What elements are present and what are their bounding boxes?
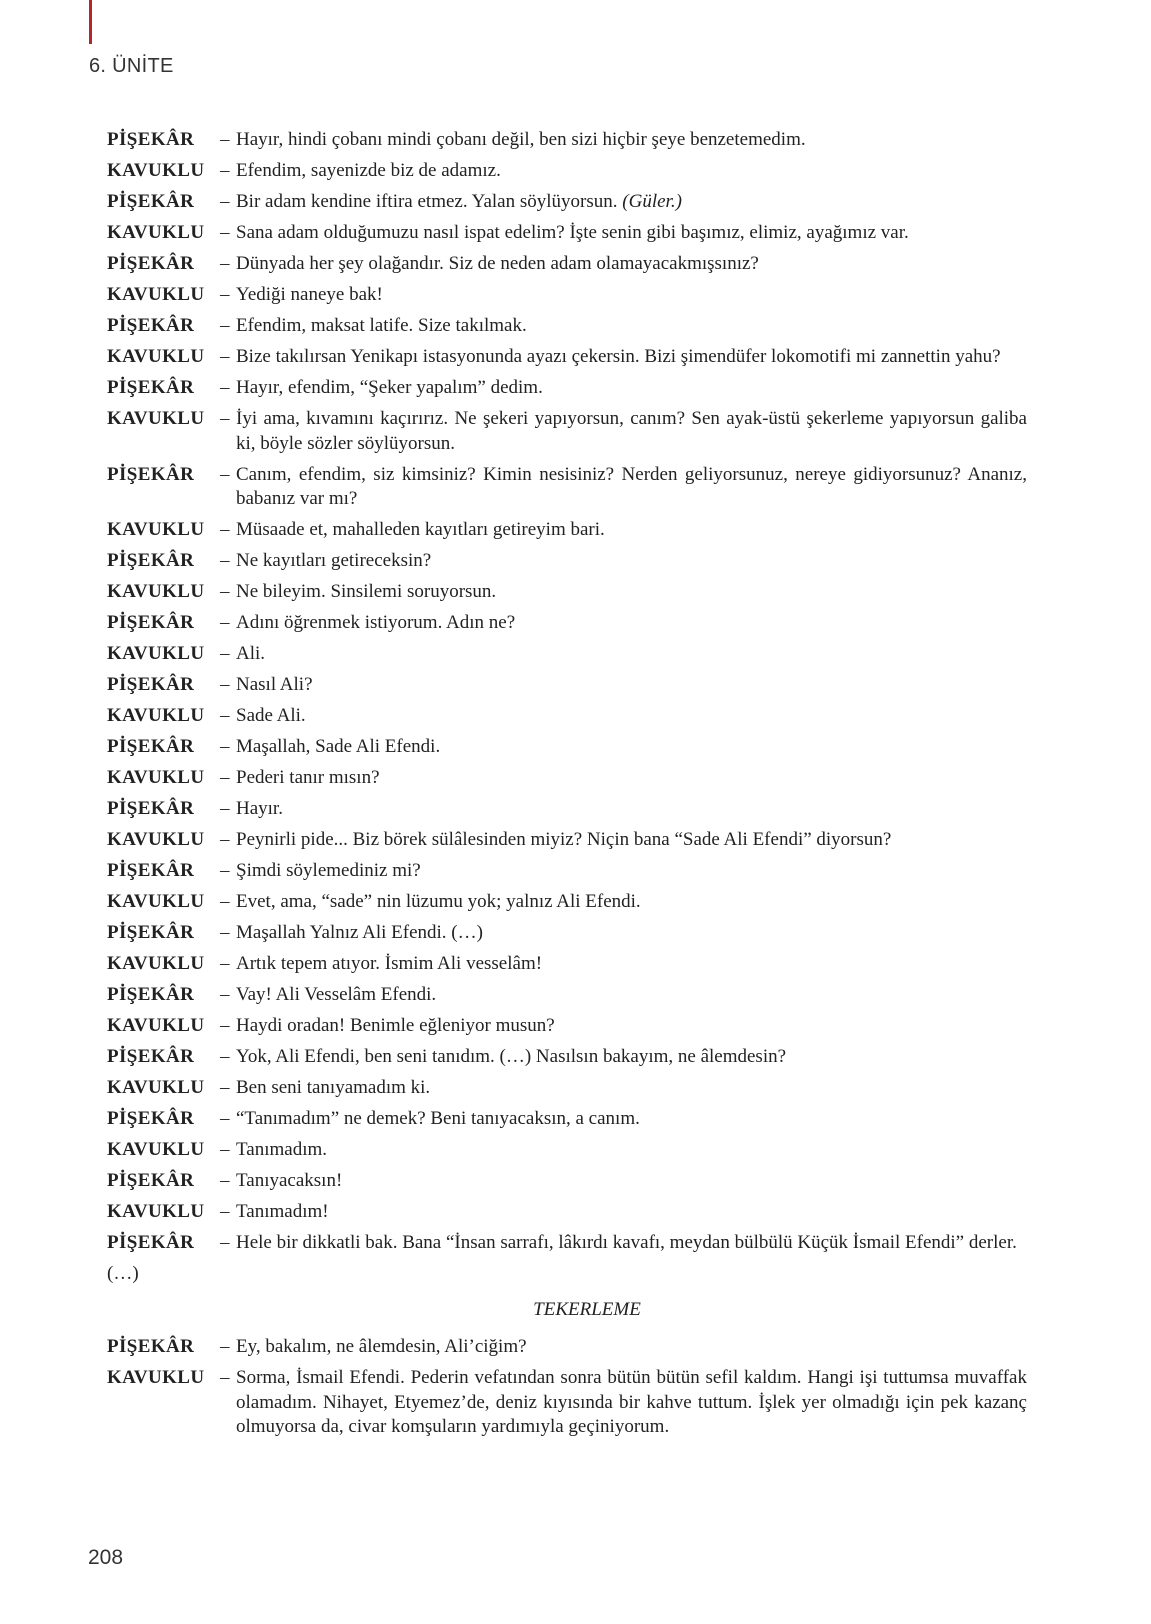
dialogue-line [107, 704, 1027, 729]
dialogue-line [107, 549, 1027, 574]
dialogue-line [107, 159, 1027, 184]
speaker-name: KAVUKLU [107, 643, 205, 664]
unit-title: 6. ÜNİTE [89, 55, 174, 77]
line-text: Ne bileyim. Sinsilemi soruyorsun. [236, 581, 497, 602]
dash-marker: – [220, 377, 230, 398]
line-text-wrap [236, 376, 1027, 401]
line-text-wrap [236, 1231, 1027, 1256]
line-text: Adını öğrenmek istiyorum. Adın ne? [236, 612, 516, 633]
page-number: 208 [88, 1546, 124, 1569]
dialogue-section [107, 128, 1027, 1446]
dash-marker: – [220, 1015, 230, 1036]
speaker-name: PİŞEKÂR [107, 1336, 195, 1357]
speaker-name: KAVUKLU [107, 519, 205, 540]
line-text: Yok, Ali Efendi, ben seni tanıdım. (…) Nasılsın bakayım, ne âlemdesin? [236, 1046, 787, 1067]
line-text: Tanımadım! [236, 1201, 329, 1222]
line-text-wrap [236, 611, 1027, 636]
dash-marker: – [220, 922, 230, 943]
line-text: Sade Ali. [236, 705, 306, 726]
dialogue-line [107, 828, 1027, 853]
dash-marker: – [220, 315, 230, 336]
dialogue-line [107, 797, 1027, 822]
speaker-name: PİŞEKÂR [107, 736, 195, 757]
line-text: Evet, ama, “sade” nin lüzumu yok; yalnız Ali Efendi. [236, 891, 641, 912]
dialogue-line [107, 252, 1027, 277]
line-text-wrap [236, 1200, 1027, 1225]
line-text: Haydi oradan! Benimle eğleniyor musun? [236, 1015, 555, 1036]
dialogue-line [107, 1366, 1027, 1440]
line-text-wrap [236, 859, 1027, 884]
dash-marker: – [220, 191, 230, 212]
speaker-name: PİŞEKÂR [107, 377, 195, 398]
dash-marker: – [220, 798, 230, 819]
line-text-wrap [236, 1335, 1027, 1360]
speaker-name: KAVUKLU [107, 767, 205, 788]
dialogue-line [107, 890, 1027, 915]
dash-marker: – [220, 860, 230, 881]
speaker-name: PİŞEKÂR [107, 1232, 195, 1253]
dash-marker: – [220, 829, 230, 850]
dash-marker: – [220, 984, 230, 1005]
speaker-name: KAVUKLU [107, 829, 205, 850]
line-text-wrap [236, 1014, 1027, 1039]
line-text-wrap [236, 952, 1027, 977]
line-text: Bir adam kendine iftira etmez. Yalan söylüyorsun. [236, 191, 618, 212]
line-text: Hayır, hindi çobanı mindi çobanı değil, ben sizi hiçbir şeye benzetemedim. [236, 129, 806, 150]
dialogue-line [107, 407, 1027, 456]
dash-marker: – [220, 550, 230, 571]
line-text: Hele bir dikkatli bak. Bana “İnsan sarrafı, lâkırdı kavafı, meydan bülbülü Küçük İsmail Efendi” derler. [236, 1232, 1017, 1253]
dialogue-line [107, 518, 1027, 543]
line-text-wrap [236, 673, 1027, 698]
line-text: Efendim, sayenizde biz de adamız. [236, 160, 501, 181]
dash-marker: – [220, 1170, 230, 1191]
dialogue-block-1 [107, 128, 1027, 1256]
speaker-name: PİŞEKÂR [107, 315, 195, 336]
dash-marker: – [220, 1077, 230, 1098]
line-text-wrap [236, 1107, 1027, 1132]
line-text: Müsaade et, mahalleden kayıtları getireyim bari. [236, 519, 605, 540]
dash-marker: – [220, 160, 230, 181]
dialogue-line [107, 766, 1027, 791]
speaker-name: KAVUKLU [107, 581, 205, 602]
speaker-name: PİŞEKÂR [107, 674, 195, 695]
dialogue-line [107, 1107, 1027, 1132]
line-text: Ne kayıtları getireceksin? [236, 550, 432, 571]
dialogue-line [107, 1014, 1027, 1039]
dash-marker: – [220, 1336, 230, 1357]
speaker-name: KAVUKLU [107, 705, 205, 726]
dash-marker: – [220, 253, 230, 274]
dialogue-line [107, 673, 1027, 698]
dialogue-line [107, 345, 1027, 370]
dash-marker: – [220, 612, 230, 633]
line-text-wrap [236, 766, 1027, 791]
line-text-wrap [236, 283, 1027, 308]
dialogue-line [107, 128, 1027, 153]
line-text: Vay! Ali Vesselâm Efendi. [236, 984, 437, 1005]
speaker-name: KAVUKLU [107, 1015, 205, 1036]
line-text: Ali. [236, 643, 266, 664]
dash-marker: – [220, 581, 230, 602]
dash-marker: – [220, 129, 230, 150]
speaker-name: KAVUKLU [107, 1077, 205, 1098]
line-text-wrap [236, 1045, 1027, 1070]
dialogue-line [107, 859, 1027, 884]
dialogue-line [107, 221, 1027, 246]
line-text: “Tanımadım” ne demek? Beni tanıyacaksın, a canım. [236, 1108, 640, 1129]
speaker-name: KAVUKLU [107, 222, 205, 243]
dialogue-line [107, 1231, 1027, 1256]
dialogue-line [107, 1335, 1027, 1360]
speaker-name: KAVUKLU [107, 346, 205, 367]
dialogue-line [107, 983, 1027, 1008]
dialogue-line [107, 463, 1027, 512]
line-text: Sorma, İsmail Efendi. Pederin vefatından sonra bütün bütün sefil kaldım. Hangi işi tuttumsa muvaffak olamadım. Nihayet, Etyemez’de, deniz kıyısında bir kahve tuttum. İşlek yer olmadığı için pek kazanç olmuyorsa da, civar komşuların yardımıyla geçiniyorum. [236, 1367, 1027, 1437]
speaker-name: KAVUKLU [107, 160, 205, 181]
dash-marker: – [220, 1108, 230, 1129]
line-text-wrap [236, 704, 1027, 729]
speaker-name: PİŞEKÂR [107, 984, 195, 1005]
line-text: Dünyada her şey olağandır. Siz de neden adam olamayacakmışsınız? [236, 253, 759, 274]
line-text-wrap [236, 1366, 1027, 1440]
speaker-name: KAVUKLU [107, 891, 205, 912]
line-text: Sana adam olduğumuzu nasıl ispat edelim? İşte senin gibi başımız, elimiz, ayağımız var. [236, 222, 909, 243]
line-text-wrap [236, 890, 1027, 915]
line-text: Efendim, maksat latife. Size takılmak. [236, 315, 527, 336]
line-text-wrap [236, 1138, 1027, 1163]
dash-marker: – [220, 674, 230, 695]
line-text-wrap [236, 797, 1027, 822]
dash-marker: – [220, 736, 230, 757]
speaker-name: KAVUKLU [107, 284, 205, 305]
dash-marker: – [220, 643, 230, 664]
speaker-name: PİŞEKÂR [107, 253, 195, 274]
speaker-name: PİŞEKÂR [107, 798, 195, 819]
line-text-wrap [236, 580, 1027, 605]
line-text: İyi ama, kıvamını kaçırırız. Ne şekeri yapıyorsun, canım? Sen ayak-üstü şekerleme yapıyorsun galiba ki, böyle sözler söylüyorsun. [236, 408, 1027, 454]
dialogue-line [107, 642, 1027, 667]
speaker-name: PİŞEKÂR [107, 191, 195, 212]
dialogue-line [107, 1076, 1027, 1101]
line-text-wrap [236, 518, 1027, 543]
line-text-wrap [236, 921, 1027, 946]
line-text-wrap [236, 407, 1027, 456]
line-text: Tanımadım. [236, 1139, 328, 1160]
speaker-name: KAVUKLU [107, 1139, 205, 1160]
dialogue-line [107, 283, 1027, 308]
dialogue-line [107, 314, 1027, 339]
dialogue-line [107, 1045, 1027, 1070]
dialogue-line [107, 735, 1027, 760]
speaker-name: PİŞEKÂR [107, 1046, 195, 1067]
line-text-wrap [236, 159, 1027, 184]
dialogue-line [107, 1200, 1027, 1225]
dash-marker: – [220, 519, 230, 540]
speaker-name: KAVUKLU [107, 408, 205, 429]
line-text-wrap [236, 983, 1027, 1008]
line-text-wrap [236, 1169, 1027, 1194]
speaker-name: PİŞEKÂR [107, 860, 195, 881]
dash-marker: – [220, 1367, 230, 1388]
dash-marker: – [220, 463, 230, 485]
line-text: Hayır, efendim, “Şeker yapalım” dedim. [236, 377, 543, 398]
dialogue-line [107, 921, 1027, 946]
stage-direction: (Güler.) [622, 191, 682, 212]
dialogue-line [107, 952, 1027, 977]
line-text-wrap [236, 190, 1027, 215]
dialogue-line [107, 1138, 1027, 1163]
header-accent-bar [89, 0, 92, 44]
line-text-wrap [236, 463, 1027, 512]
dialogue-block-2 [107, 1335, 1027, 1440]
line-text: Artık tepem atıyor. İsmim Ali vesselâm! [236, 953, 543, 974]
speaker-name: PİŞEKÂR [107, 1170, 195, 1191]
line-text: Yediği naneye bak! [236, 284, 383, 305]
dash-marker: – [220, 1232, 230, 1253]
line-text: Ben seni tanıyamadım ki. [236, 1077, 431, 1098]
line-text-wrap [236, 1076, 1027, 1101]
dialogue-line [107, 580, 1027, 605]
section-title: TEKERLEME [533, 1298, 641, 1320]
speaker-name: PİŞEKÂR [107, 1108, 195, 1129]
line-text: Nasıl Ali? [236, 674, 313, 695]
speaker-name: KAVUKLU [107, 1201, 205, 1222]
line-text-wrap [236, 314, 1027, 339]
dash-marker: – [220, 1139, 230, 1160]
dialogue-line [107, 611, 1027, 636]
dash-marker: – [220, 1046, 230, 1067]
dash-marker: – [220, 767, 230, 788]
line-text: Tanıyacaksın! [236, 1170, 343, 1191]
speaker-name: PİŞEKÂR [107, 612, 195, 633]
ellipsis-marker: (…) [107, 1263, 139, 1284]
speaker-name: PİŞEKÂR [107, 129, 195, 150]
dash-marker: – [220, 222, 230, 243]
line-text: Ey, bakalım, ne âlemdesin, Ali’ciğim? [236, 1336, 527, 1357]
line-text-wrap [236, 221, 1027, 246]
speaker-name: KAVUKLU [107, 1367, 205, 1388]
dash-marker: – [220, 953, 230, 974]
line-text-wrap [236, 642, 1027, 667]
line-text: Şimdi söylemediniz mi? [236, 860, 421, 881]
line-text-wrap [236, 735, 1027, 760]
line-text: Pederi tanır mısın? [236, 767, 380, 788]
line-text: Bize takılırsan Yenikapı istasyonunda ayazı çekersin. Bizi şimendüfer lokomotifi mi zannettin yahu? [236, 346, 1001, 367]
dash-marker: – [220, 408, 230, 429]
dash-marker: – [220, 705, 230, 726]
line-text-wrap [236, 549, 1027, 574]
line-text: Peynirli pide... Biz börek sülâlesinden miyiz? Niçin bana “Sade Ali Efendi” diyorsun? [236, 829, 892, 850]
speaker-name: KAVUKLU [107, 953, 205, 974]
line-text-wrap [236, 828, 1027, 853]
line-text-wrap [236, 128, 1027, 153]
line-text-wrap [236, 252, 1027, 277]
line-text: Hayır. [236, 798, 283, 819]
dash-marker: – [220, 284, 230, 305]
dash-marker: – [220, 346, 230, 367]
speaker-name: PİŞEKÂR [107, 463, 195, 485]
dialogue-line [107, 190, 1027, 215]
line-text: Canım, efendim, siz kimsiniz? Kimin nesisiniz? Nerden geliyorsunuz, nereye gidiyorsunuz? Ananız, babanız var mı? [236, 463, 1027, 509]
dash-marker: – [220, 891, 230, 912]
line-text: Maşallah, Sade Ali Efendi. [236, 736, 441, 757]
speaker-name: PİŞEKÂR [107, 922, 195, 943]
line-text-wrap [236, 345, 1027, 370]
dialogue-line [107, 1169, 1027, 1194]
dash-marker: – [220, 1201, 230, 1222]
speaker-name: PİŞEKÂR [107, 550, 195, 571]
dialogue-line [107, 376, 1027, 401]
line-text: Maşallah Yalnız Ali Efendi. (…) [236, 922, 483, 943]
